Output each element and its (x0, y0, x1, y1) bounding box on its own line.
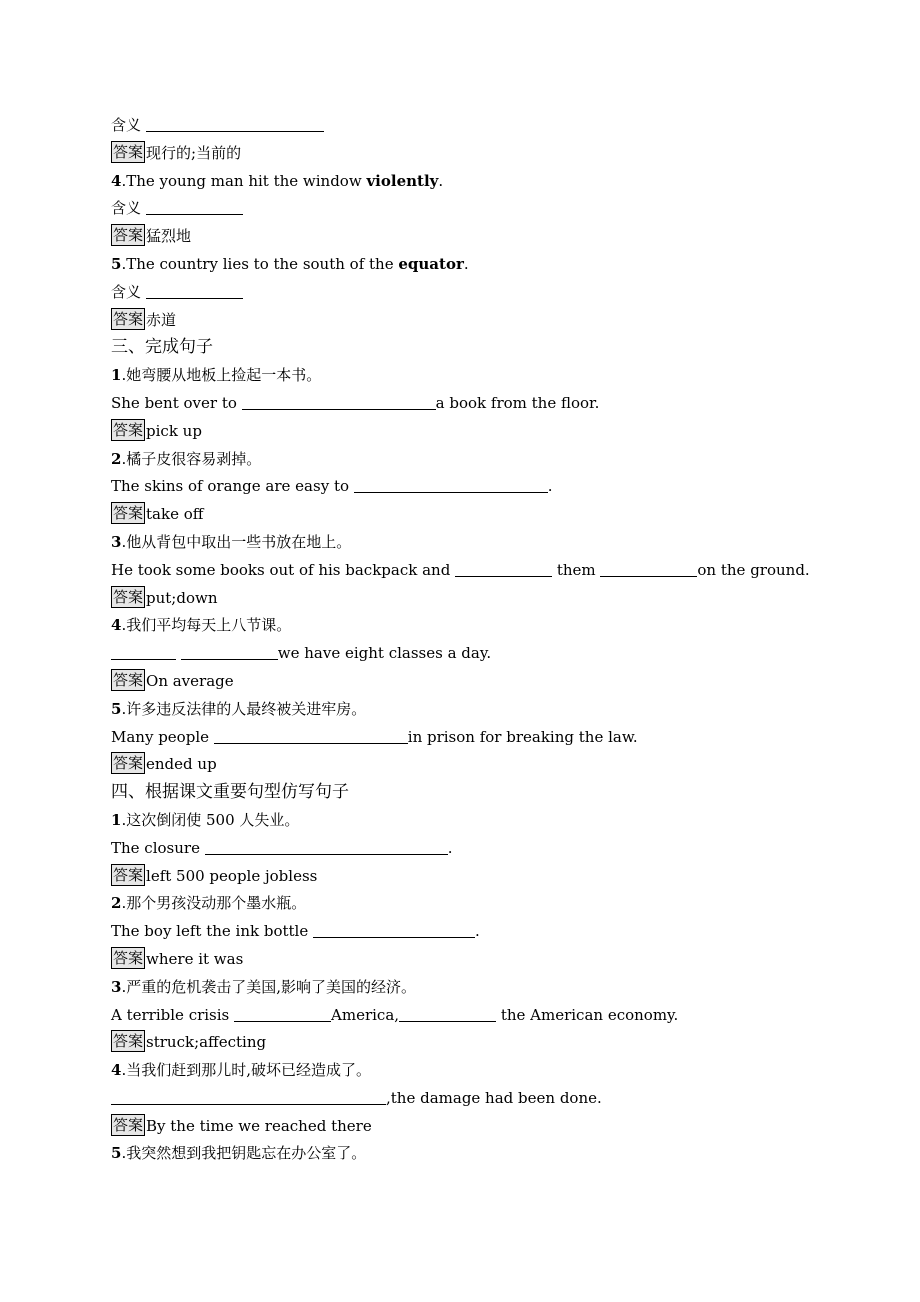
question-item: 4.The young man hit the window violently. (111, 171, 444, 190)
answer-line: 答案 struck;affecting (113, 1032, 267, 1052)
sentence-line: The closure . (111, 838, 453, 857)
answer-badge: 答案 (113, 587, 144, 606)
answer-badge: 答案 (113, 1032, 144, 1051)
answer-blank (313, 921, 475, 938)
meaning-line: 含义 (111, 279, 811, 307)
answer-blank (600, 560, 697, 577)
worksheet (111, 112, 811, 1168)
answer-line: 答案 现行的;当前的 (113, 142, 242, 162)
answer-blank (111, 643, 176, 660)
answer-badge: 答案 (113, 142, 144, 161)
answer-badge: 答案 (113, 504, 144, 523)
sentence-line: The skins of orange are easy to . (111, 477, 553, 496)
sentence-line: Many people in prison for breaking the law. (111, 727, 638, 746)
answer-blank (146, 282, 243, 299)
sentence-line: ,the damage had been done. (111, 1085, 811, 1113)
answer-blank (455, 560, 552, 577)
sentence-line: The boy left the ink bottle . (111, 922, 480, 941)
answer-badge: 答案 (113, 670, 144, 689)
answer-badge: 答案 (113, 226, 144, 245)
answer-line: 答案 left 500 people jobless (113, 865, 318, 885)
section-heading: 四、根据课文重要句型仿写句子 (111, 782, 349, 803)
question-item: 1.她弯腰从地板上捡起一本书。 (111, 366, 322, 385)
answer-line: 答案 put;down (113, 587, 218, 607)
answer-blank (234, 1005, 331, 1022)
answer-badge: 答案 (113, 948, 144, 967)
answer-blank (181, 643, 278, 660)
sentence-line: we have eight classes a day. (111, 640, 811, 668)
answer-line: 答案 where it was (113, 948, 244, 968)
answer-line: 答案 猛烈地 (113, 226, 192, 246)
question-item: 3.他从背包中取出一些书放在地上。 (111, 532, 352, 551)
answer-line: 答案 take off (113, 504, 204, 524)
question-item: 5.许多违反法律的人最终被关进牢房。 (111, 699, 367, 718)
question-item: 2.那个男孩没动那个墨水瓶。 (111, 894, 307, 913)
sentence-line: A terrible crisis America, the American economy. (111, 1005, 679, 1024)
answer-blank (146, 198, 243, 215)
sentence-line: He took some books out of his backpack and them on the ground. (111, 560, 810, 579)
answer-line: 答案 ended up (113, 754, 217, 774)
question-item: 2.橘子皮很容易剥掉。 (111, 449, 262, 468)
answer-badge: 答案 (113, 754, 144, 773)
answer-blank (214, 727, 408, 744)
answer-badge: 答案 (113, 1115, 144, 1134)
answer-blank (354, 476, 548, 493)
meaning-line: 含义 (111, 112, 811, 140)
answer-badge: 答案 (113, 309, 144, 328)
answer-blank (205, 838, 448, 855)
question-item: 1.这次倒闭使 500 人失业。 (111, 810, 300, 829)
answer-blank (242, 393, 436, 410)
question-item: 5.我突然想到我把钥匙忘在办公室了。 (111, 1144, 367, 1163)
answer-blank (111, 1088, 386, 1105)
answer-blank (146, 115, 324, 132)
question-item: 4.当我们赶到那儿时,破坏已经造成了。 (111, 1061, 371, 1080)
answer-blank (399, 1005, 496, 1022)
answer-line: 答案 赤道 (113, 309, 177, 329)
section-heading: 三、完成句子 (111, 337, 213, 358)
question-item: 3.严重的危机袭击了美国,影响了美国的经济。 (111, 977, 416, 996)
answer-badge: 答案 (113, 865, 144, 884)
answer-line: 答案 On average (113, 670, 234, 690)
question-item: 4.我们平均每天上八节课。 (111, 616, 292, 635)
meaning-line: 含义 (111, 195, 811, 223)
answer-line: 答案 By the time we reached there (113, 1115, 372, 1135)
question-item: 5.The country lies to the south of the equator. (111, 254, 469, 273)
answer-line: 答案 pick up (113, 420, 202, 440)
sentence-line: She bent over to a book from the floor. (111, 393, 600, 412)
answer-badge: 答案 (113, 420, 144, 439)
